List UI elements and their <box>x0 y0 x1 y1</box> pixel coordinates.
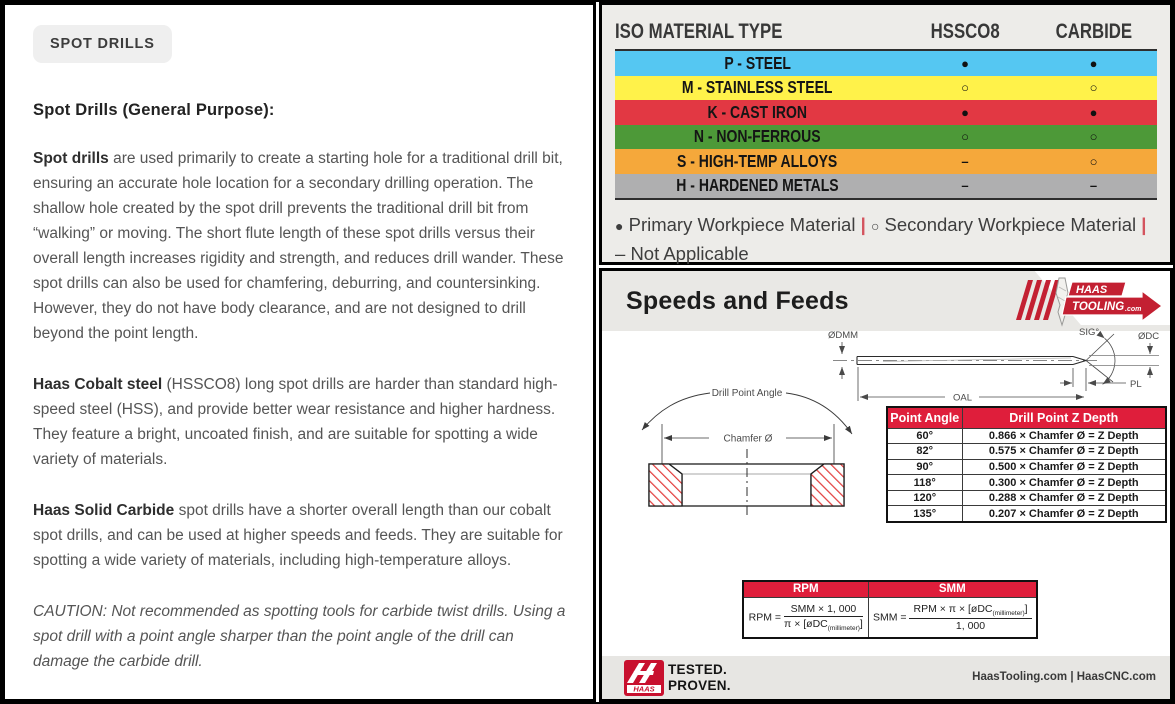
chamfer-drawing <box>614 377 876 543</box>
paragraph-intro <box>33 146 573 346</box>
hatched-material-left <box>649 464 682 506</box>
material-label: H - HARDENED METALS <box>676 175 839 196</box>
material-label: S - HIGH-TEMP ALLOYS <box>677 150 838 171</box>
tested-text: TESTED. <box>668 662 728 677</box>
odc-label: ØDC <box>1138 331 1160 342</box>
material-row-stainless <box>615 76 1157 101</box>
iso-table-header <box>615 17 1157 47</box>
formula-cell: 0.207 × Chamfer Ø = Z Depth <box>962 506 1166 522</box>
proven-text: PROVEN. <box>668 678 731 694</box>
sig-angle-label: SIG° <box>1079 327 1100 338</box>
rpm-smm-formula-table <box>742 580 1038 639</box>
formula-subscript: (millimeter) <box>992 609 1025 617</box>
material-row-high-temp <box>615 149 1157 174</box>
drill-point-angle-label: Drill Point Angle <box>711 388 783 399</box>
formula-subscript: (millimeter) <box>827 624 860 632</box>
hssco8-marker: ○ <box>961 80 969 96</box>
panel-footer <box>602 656 1170 699</box>
formula-denominator: 1, 000 <box>955 619 986 632</box>
lead-in-bold: Haas Cobalt steel <box>33 376 163 393</box>
description-panel <box>2 2 596 702</box>
caution-note: CAUTION: Not recommended as spotting tools for carbide twist drills. Using a spot drill with a point angle sharper than the point angle of the drill can damage the carbide drill. <box>33 603 566 670</box>
carbide-marker: ○ <box>1089 129 1098 145</box>
paragraph-text: spot drills have a shorter overall length than our cobalt spot drills, and can be used at higher speeds and feeds. They are suitable for spotting a wide variety of materials, including high-temperature alloys. <box>33 502 563 569</box>
point-angle-header: Point Angle <box>887 407 962 428</box>
logo-haas-text: HAAS <box>1076 284 1108 296</box>
website-links: HaasTooling.com | HaasCNC.com <box>972 671 1156 683</box>
material-row-non-ferrous <box>615 125 1157 150</box>
angle-cell: 60° <box>887 428 962 444</box>
hssco8-marker: ○ <box>961 129 969 145</box>
carbide-marker: – <box>1089 178 1098 194</box>
tested-proven <box>668 662 731 694</box>
angle-cell: 118° <box>887 475 962 491</box>
haas-wordmark: HAAS <box>633 684 655 694</box>
z-depth-header: Drill Point Z Depth <box>962 407 1166 428</box>
formula-denominator: π × [øDC <box>784 617 828 630</box>
material-legend <box>615 211 1161 268</box>
formula-lhs: SMM = <box>872 611 907 624</box>
pl-label: PL <box>1130 379 1142 390</box>
material-row-hardened <box>615 174 1157 199</box>
point-angle-table <box>886 406 1167 523</box>
table-row <box>887 459 1166 475</box>
formula-lhs: RPM = <box>748 611 782 624</box>
formula-cell: 0.866 × Chamfer Ø = Z Depth <box>962 428 1166 444</box>
carbide-marker: ○ <box>1089 153 1098 169</box>
paragraph-cobalt <box>33 372 573 472</box>
hssco8-marker: ● <box>961 104 969 120</box>
speeds-feeds-title: Speeds and Feeds <box>626 287 849 315</box>
category-badge: SPOT DRILLS <box>33 25 172 63</box>
table-bottom-rule <box>615 198 1157 200</box>
hssco8-marker: ● <box>961 55 969 71</box>
table-row <box>887 428 1166 444</box>
legend-na-label: Not Applicable <box>630 242 749 264</box>
material-label: M - STAINLESS STEEL <box>682 77 833 98</box>
legend-separator: | <box>860 214 866 235</box>
material-label: N - NON-FERROUS <box>694 126 821 147</box>
angle-cell: 135° <box>887 506 962 522</box>
smm-header: SMM <box>868 581 1037 597</box>
material-row-steel <box>615 51 1157 76</box>
material-label: K - CAST IRON <box>707 101 808 122</box>
legend-separator: | <box>1141 214 1147 235</box>
paragraph-carbide <box>33 498 573 573</box>
logo-tooling-text: TOOLING <box>1072 301 1125 313</box>
primary-dot-icon: ● <box>615 218 624 234</box>
speeds-feeds-panel <box>599 268 1173 702</box>
hssco8-marker: – <box>961 153 969 169</box>
legend-secondary-label: Secondary Workpiece Material <box>884 214 1137 235</box>
na-dash-icon: – <box>615 242 626 264</box>
angle-cell: 82° <box>887 444 962 460</box>
col-header-carbide: CARBIDE <box>1055 20 1132 43</box>
rpm-formula: RPM = $\frac{\text{SMM × 1, 000}}{\pi \times [øDC_{(millimeter)}]}$ <box>743 597 868 638</box>
logo-com-text: .com <box>1125 306 1142 313</box>
hssco8-marker: – <box>961 178 969 194</box>
table-row <box>887 506 1166 522</box>
rpm-header: RPM <box>743 581 868 597</box>
formula-cell: 0.575 × Chamfer Ø = Z Depth <box>962 444 1166 460</box>
carbide-marker: ● <box>1089 55 1098 71</box>
angle-cell: 120° <box>887 490 962 506</box>
odmm-label: ØDMM <box>828 330 859 341</box>
secondary-circle-icon: ○ <box>870 218 880 234</box>
formula-numerator: RPM × π × [øDC <box>913 602 993 615</box>
drill-dimension-drawing <box>827 325 1168 407</box>
carbide-marker: ● <box>1089 104 1098 120</box>
formula-cell: 0.288 × Chamfer Ø = Z Depth <box>962 490 1166 506</box>
hatched-material-right <box>811 464 844 506</box>
speeds-feeds-header-band <box>602 271 1170 331</box>
iso-material-panel <box>599 2 1173 265</box>
formula-cell: 0.300 × Chamfer Ø = Z Depth <box>962 475 1166 491</box>
haas-logo <box>624 660 664 696</box>
paragraph-text: are used primarily to create a starting hole for a traditional drill bit, ensuring an accurate hole location for a secondary drilling operation. The shallow hole created by the spot drill prevents the traditional drill bit from “walking” or moving. The short flute length of these spot drills versus their overall length increases rigidity and strength, and reduces drill wander. These spot drills can also be used for chamfering, deburring, and countersinking. However, they do not have body clearance, and are not designed to drill beyond the point length. <box>33 150 564 342</box>
col-header-material-type: ISO MATERIAL TYPE <box>615 20 783 43</box>
formula-numerator: SMM × 1, 000 <box>784 603 863 617</box>
formula-cell: 0.500 × Chamfer Ø = Z Depth <box>962 459 1166 475</box>
oal-label: OAL <box>953 392 973 404</box>
legend-primary-label: Primary Workpiece Material <box>628 214 856 235</box>
table-row <box>887 475 1166 491</box>
material-row-cast-iron <box>615 100 1157 125</box>
col-header-hssco8: HSSCO8 <box>930 20 1000 43</box>
lead-in-bold: Haas Solid Carbide <box>33 502 175 519</box>
table-row <box>887 444 1166 460</box>
material-label: P - STEEL <box>724 52 791 73</box>
lead-in-bold: Spot drills <box>33 150 109 167</box>
carbide-marker: ○ <box>1089 80 1098 96</box>
table-row <box>887 490 1166 506</box>
smm-formula: SMM = $\frac{RPM \times \pi \times [øDC_{(millimeter)}]}{1, 000}$ <box>868 597 1037 638</box>
angle-cell: 90° <box>887 459 962 475</box>
chamfer-diameter-label: Chamfer Ø <box>723 433 773 445</box>
paragraph-text: (HSSCO8) long spot drills are harder than standard high-speed steel (HSS), and provide better wear resistance and higher hardness. They feature a bright, uncoated finish, and are suitable for spotting a wide variety of materials. <box>33 376 558 468</box>
section-heading: Spot Drills (General Purpose): <box>33 101 275 119</box>
haas-tooling-logo <box>1012 275 1164 327</box>
